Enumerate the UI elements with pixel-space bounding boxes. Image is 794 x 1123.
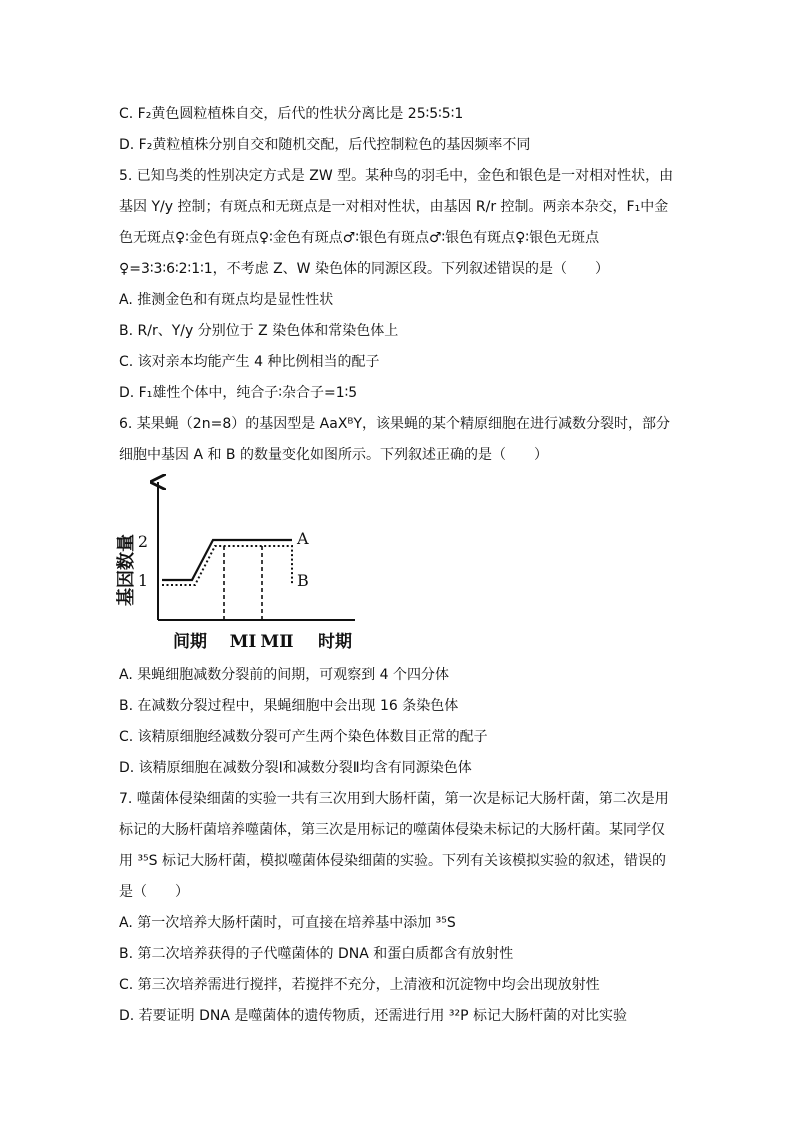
question-5-option-b: B. R/r、Y/y 分别位于 Z 染色体和常染色体上 <box>119 323 399 339</box>
option-c: C. F₂黄色圆粒植株自交，后代的性状分离比是 25∶5∶5∶1 <box>119 106 464 122</box>
question-6-option-d: D. 该精原细胞在减数分裂Ⅰ和减数分裂Ⅱ均含有同源染色体 <box>119 760 472 776</box>
option-d: D. F₂黄粒植株分别自交和随机交配，后代控制粒色的基因频率不同 <box>119 137 531 153</box>
question-6-option-a: A. 果蝇细胞减数分裂前的间期，可观察到 4 个四分体 <box>119 667 450 683</box>
x-label-mi: MⅠ <box>229 632 257 652</box>
gene-count-figure <box>110 470 370 660</box>
question-5-option-d: D. F₁雄性个体中，纯合子∶杂合子=1∶5 <box>119 385 358 401</box>
question-5-option-a: A. 推测金色和有斑点均是显性性状 <box>119 292 334 308</box>
question-7-option-a: A. 第一次培养大肠杆菌时，可直接在培养基中添加 ³⁵S <box>119 915 456 931</box>
question-6-line-2: 细胞中基因 A 和 B 的数量变化如图所示。下列叙述正确的是（ ） <box>119 447 548 463</box>
question-7-option-c: C. 第三次培养需进行搅拌，若搅拌不充分，上清液和沉淀物中均会出现放射性 <box>119 977 600 993</box>
question-5-line-3: 色无斑点♀∶金色有斑点♀∶金色有斑点♂∶银色有斑点♂∶银色有斑点♀∶银色无斑点 <box>119 230 600 246</box>
question-7-line-3: 用 ³⁵S 标记大肠杆菌，模拟噬菌体侵染细菌的实验。下列有关该模拟实验的叙述，错误的 <box>119 853 667 869</box>
series-a-label: A <box>297 529 309 548</box>
question-7-option-b: B. 第二次培养获得的子代噬菌体的 DNA 和蛋白质都含有放射性 <box>119 946 514 962</box>
series-a-line <box>162 540 292 580</box>
y-tick-1: 1 <box>137 571 148 590</box>
question-5-line-4: ♀=3∶3∶6∶2∶1∶1，不考虑 Z、W 染色体的同源区段。下列叙述错误的是（ ） <box>119 261 609 277</box>
question-5-line-2: 基因 Y/y 控制；有斑点和无斑点是一对相对性状，由基因 R/r 控制。两亲本杂交，F₁中金 <box>119 199 669 215</box>
question-6-option-b: B. 在减数分裂过程中，果蝇细胞中会出现 16 条染色体 <box>119 698 459 714</box>
y-tick-2: 2 <box>137 532 148 551</box>
x-label-interphase: 间期 <box>173 632 207 652</box>
x-label-time: 时期 <box>318 632 352 652</box>
question-6-line-1: 6. 某果蝇（2n=8）的基因型是 AaXᴮY，该果蝇的某个精原细胞在进行减数分裂时，部分 <box>119 416 671 432</box>
question-7-line-4: 是（ ） <box>119 884 189 900</box>
question-6-option-c: C. 该精原细胞经减数分裂可产生两个染色体数目正常的配子 <box>119 729 488 745</box>
y-axis-label: 基因数量 <box>116 534 137 606</box>
question-5-line-1: 5. 已知鸟类的性别决定方式是 ZW 型。某种鸟的羽毛中，金色和银色是一对相对性状，由 <box>119 168 674 184</box>
question-5-option-c: C. 该对亲本均能产生 4 种比例相当的配子 <box>119 354 380 370</box>
question-7-line-1: 7. 噬菌体侵染细菌的实验一共有三次用到大肠杆菌，第一次是标记大肠杆菌，第二次是用 <box>119 791 669 807</box>
question-7-option-d: D. 若要证明 DNA 是噬菌体的遗传物质，还需进行用 ³²P 标记大肠杆菌的对比实验 <box>119 1008 627 1024</box>
question-7-line-2: 标记的大肠杆菌培养噬菌体，第三次是用标记的噬菌体侵染未标记的大肠杆菌。某同学仅 <box>119 822 665 838</box>
x-label-mii: MⅡ <box>260 632 294 652</box>
series-b-label: B <box>297 571 309 590</box>
